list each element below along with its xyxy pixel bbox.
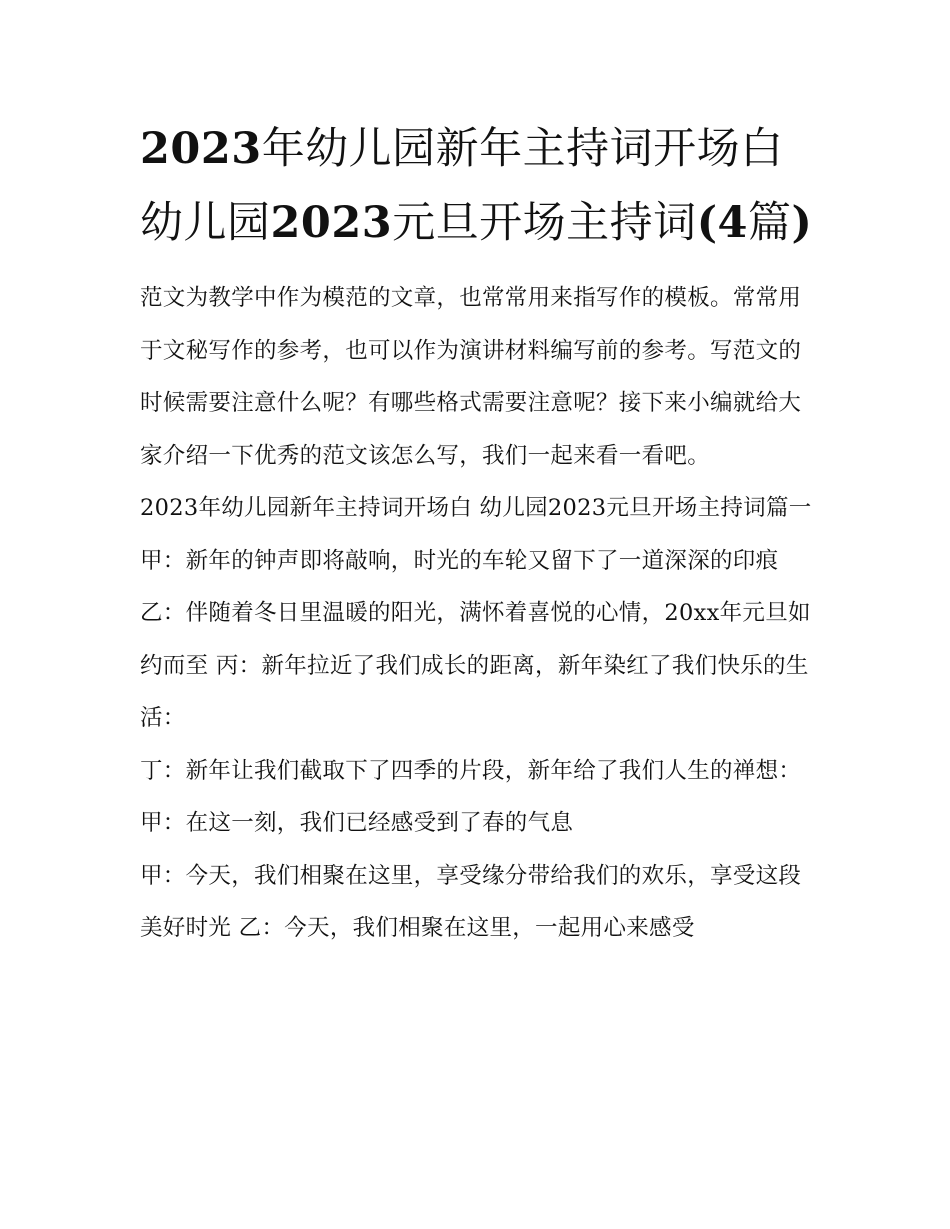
paragraph-intro: 范文为教学中作为模范的文章，也常常用来指写作的模板。常常用于文秘写作的参考，也可以作为演讲材料编写前的参考。写范文的时候需要注意什么呢？有哪些格式需要注意呢？接下来小编就给大家介绍一下优秀的范文该怎么写，我们一起来看一看吧。 xyxy=(140,285,802,469)
paragraph-jia-yi: 甲：今天，我们相聚在这里，享受缘分带给我们的欢乐，享受这段美好时光 乙：今天，我们相聚在这里，一起用心来感受 xyxy=(140,862,802,941)
document-title: 2023年幼儿园新年主持词开场白 幼儿园2023元旦开场主持词(4篇) xyxy=(140,124,813,248)
paragraph-yi-bing: 乙：伴随着冬日里温暖的阳光，满怀着喜悦的心情，20xx年元旦如约而至 丙：新年拉近了我们成长的距离，新年染红了我们快乐的生活： xyxy=(140,600,811,731)
paragraph-heading-part-1: 2023年幼儿园新年主持词开场白 幼儿园2023元旦开场主持词篇一 甲：新年的钟声即将敲响，时光的车轮又留下了一道深深的印痕 xyxy=(140,495,812,574)
document-body xyxy=(140,112,820,955)
paragraph-ding-jia: 丁：新年让我们截取下了四季的片段，新年给了我们人生的禅想： 甲：在这一刻，我们已经感受到了春的气息 xyxy=(140,757,802,836)
